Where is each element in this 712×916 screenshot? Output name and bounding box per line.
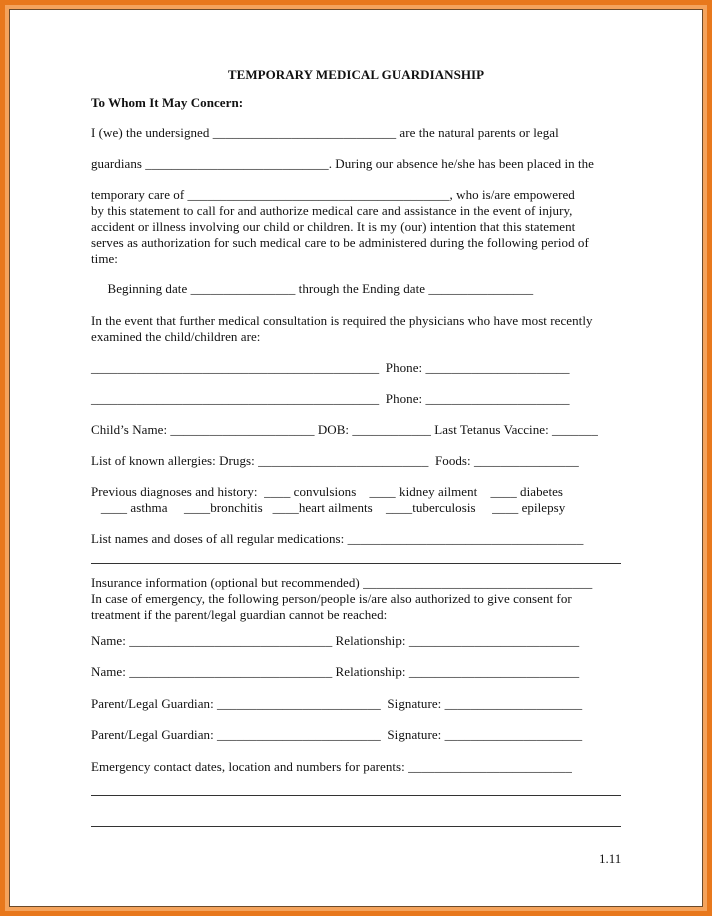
authorization-line-4: time: (91, 251, 118, 266)
emergency-consent-line-1: In case of emergency, the following person/people is/are also authorized to give consent for (91, 591, 572, 606)
medications-line: List names and doses of all regular medications: ____________________________________ (91, 531, 584, 546)
page-number: 1.11 (599, 851, 622, 866)
authorization-line-3: serves as authorization for such medical care to be administered during the following period of (91, 235, 589, 250)
emergency-consent-line-2: treatment if the parent/legal guardian cannot be reached: (91, 607, 388, 622)
document-page (10, 10, 702, 906)
blank-line-1 (91, 795, 621, 796)
physicians-intro-1: In the event that further medical consultation is required the physicians who have most recently (91, 313, 593, 328)
section-divider (91, 563, 621, 564)
guardians-line: guardians ____________________________. During our absence he/she has been placed in the (91, 156, 594, 171)
contact-name-line-2: Name: _______________________________ Relationship: __________________________ (91, 664, 580, 679)
contact-name-line-1: Name: _______________________________ Relationship: __________________________ (91, 633, 580, 648)
diagnoses-line-2: ____ asthma ____bronchitis ____heart ailments ____tuberculosis ____ epilepsy (91, 500, 566, 515)
salutation: To Whom It May Concern: (91, 95, 244, 110)
guardian-signature-line-1: Parent/Legal Guardian: _________________________ Signature: _____________________ (91, 696, 583, 711)
authorization-line-2: accident or illness involving our child or children. It is my (our) intention that this statement (91, 219, 576, 234)
temporary-care-line: temporary care of ________________________________________, who is/are empowered (91, 187, 575, 202)
physician-line-1: ____________________________________________ Phone: ______________________ (91, 360, 570, 375)
guardian-signature-line-2: Parent/Legal Guardian: _________________________ Signature: _____________________ (91, 727, 583, 742)
date-range-line: Beginning date ________________ through the Ending date ________________ (91, 281, 534, 296)
undersigned-line: I (we) the undersigned ____________________________ are the natural parents or legal (91, 125, 559, 140)
authorization-line-1: by this statement to call for and authorize medical care and assistance in the event of injury, (91, 203, 573, 218)
emergency-contact-line: Emergency contact dates, location and numbers for parents: _________________________ (91, 759, 572, 774)
diagnoses-line-1: Previous diagnoses and history: ____ convulsions ____ kidney ailment ____ diabetes (91, 484, 564, 499)
document-title: TEMPORARY MEDICAL GUARDIANSHIP (227, 67, 485, 82)
insurance-line: Insurance information (optional but recommended) ___________________________________ (91, 575, 593, 590)
child-info-line: Child’s Name: ______________________ DOB: ____________ Last Tetanus Vaccine: _______ (91, 422, 598, 437)
physicians-intro-2: examined the child/children are: (91, 329, 261, 344)
allergies-line: List of known allergies: Drugs: __________________________ Foods: ________________ (91, 453, 579, 468)
physician-line-2: ____________________________________________ Phone: ______________________ (91, 391, 570, 406)
blank-line-2 (91, 826, 621, 827)
